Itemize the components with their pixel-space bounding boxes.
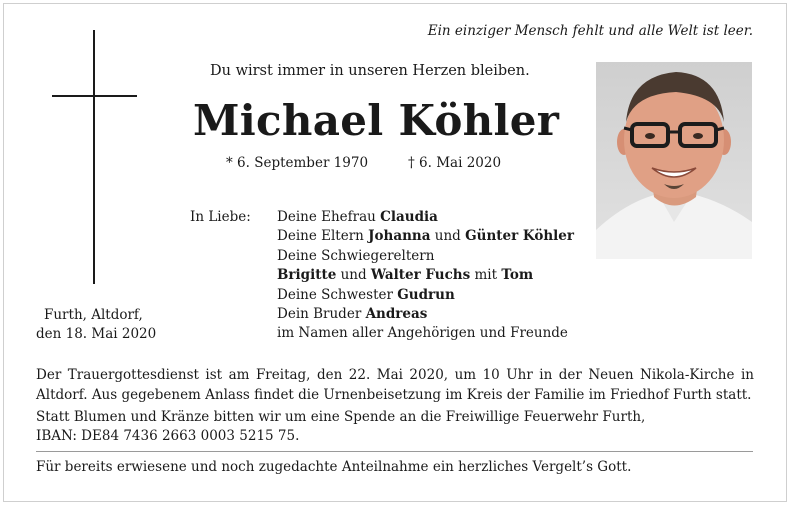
mourner-name: Gudrun xyxy=(397,286,455,303)
mourner-name: Andreas xyxy=(365,306,428,323)
mourner-text: und xyxy=(430,228,466,245)
mourner-name: Johanna xyxy=(368,228,431,245)
mourner-name: Günter Köhler xyxy=(465,228,574,245)
mourner-line xyxy=(277,266,574,285)
notice-date: den 18. Mai 2020 xyxy=(36,326,157,342)
mourner-text: Dein Bruder xyxy=(277,306,366,323)
mourner-text: Deine Schwester xyxy=(277,286,398,303)
mourner-name: Walter Fuchs xyxy=(370,267,471,284)
service-paragraph: Der Trauergottesdienst ist am Freitag, den 22. Mai 2020, um 10 Uhr in der Neuen Nikola-Kirche in Altdorf. Aus gegebenem Anlass findet die Urnenbeisetzung im Kreis der Familie im Friedhof Furth statt. xyxy=(36,367,754,403)
mourner-name: Brigitte xyxy=(277,267,337,284)
subtitle: Du wirst immer in unseren Herzen bleiben. xyxy=(210,63,530,79)
mourner-text: im Namen aller Angehörigen und Freunde xyxy=(277,325,568,342)
mourner-text: Deine Eltern xyxy=(277,228,369,245)
donation-paragraph: Statt Blumen und Kränze bitten wir um eine Spende an die Freiwillige Feuerwehr Furth, xyxy=(36,409,646,425)
deceased-name: Michael Köhler xyxy=(193,96,560,145)
mourner-line xyxy=(277,286,574,305)
death-date: † 6. Mai 2020 xyxy=(408,155,502,171)
divider xyxy=(36,451,753,452)
mourner-line xyxy=(277,247,574,266)
mourner-text: Deine Schwiegereltern xyxy=(277,247,435,264)
mourner-name: Tom xyxy=(501,267,534,284)
mourner-line xyxy=(277,324,574,343)
mourner-name: Claudia xyxy=(380,209,438,225)
mourner-line xyxy=(277,227,574,246)
mourners-list xyxy=(277,208,574,344)
portrait-photo xyxy=(596,62,752,259)
mourner-text: und xyxy=(336,267,371,284)
iban-line: IBAN: DE84 7436 2663 0003 5215 75. xyxy=(36,428,300,444)
mourner-line xyxy=(277,305,574,324)
birth-date: * 6. September 1970 xyxy=(226,155,369,171)
motto-quote: Ein einziger Mensch fehlt und alle Welt ist leer. xyxy=(427,23,753,39)
cross-symbol-bar xyxy=(52,95,137,97)
place: Furth, Altdorf, xyxy=(44,307,143,323)
thanks-line: Für bereits erwiesene und noch zugedachte Anteilnahme ein herzliches Vergelt’s Gott. xyxy=(36,459,632,475)
mourner-text: mit xyxy=(470,267,502,284)
mourner-line xyxy=(277,208,574,227)
cross-symbol xyxy=(93,30,95,284)
portrait-photo-graphic xyxy=(596,62,752,259)
in-liebe-label: In Liebe: xyxy=(190,209,251,225)
mourner-text: Deine Ehefrau xyxy=(277,209,381,225)
